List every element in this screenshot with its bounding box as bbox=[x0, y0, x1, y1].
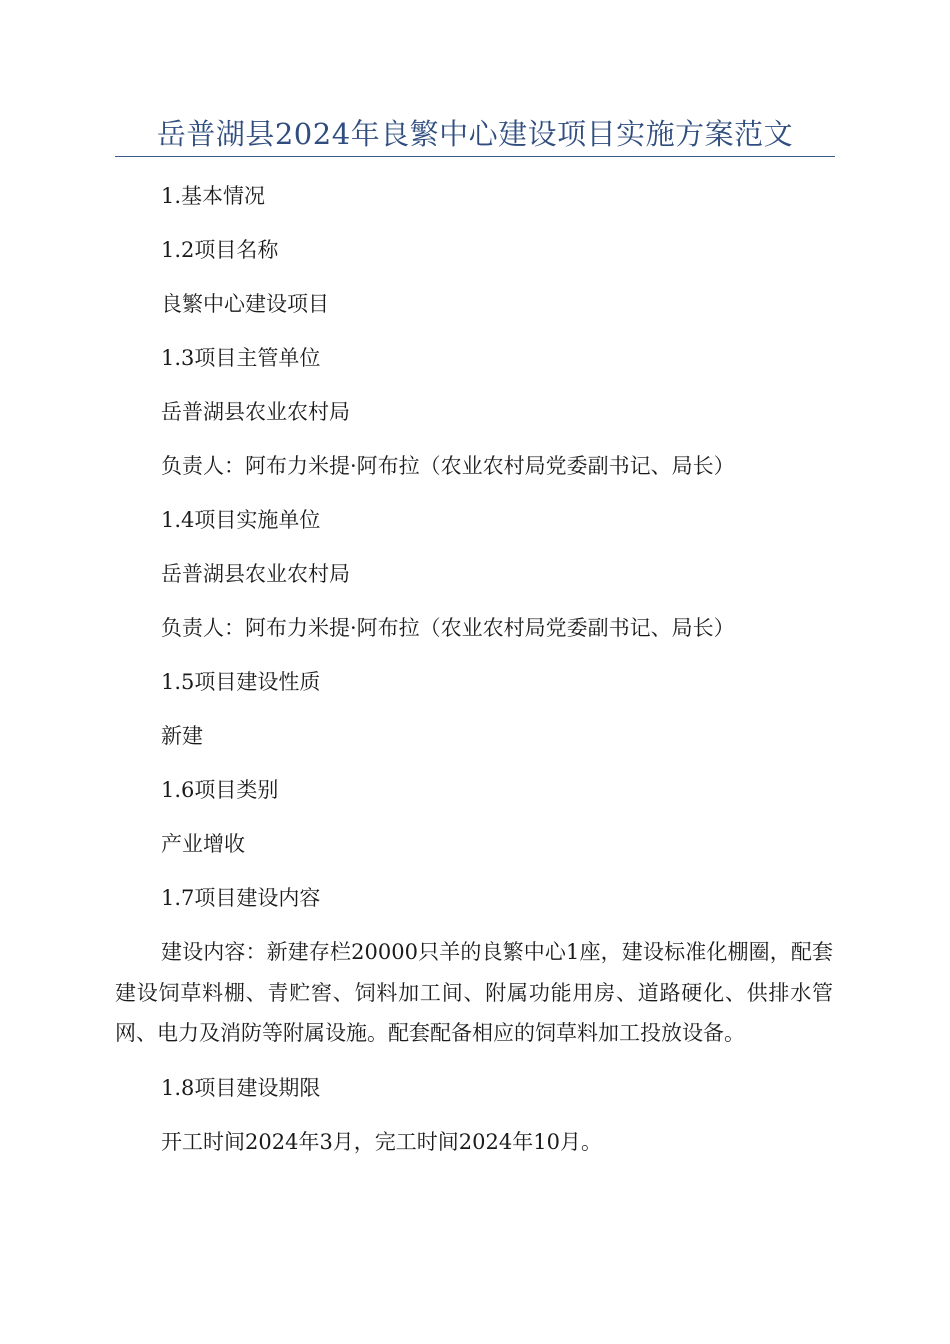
section-heading: 1.3项目主管单位 bbox=[161, 346, 321, 370]
body-line: 岳普湖县农业农村局 bbox=[161, 562, 350, 586]
section-heading: 1.7项目建设内容 bbox=[161, 886, 321, 910]
document-title: 岳普湖县2024年良繁中心建设项目实施方案范文 bbox=[156, 117, 794, 151]
section-heading: 1.6项目类别 bbox=[161, 778, 279, 802]
section-heading: 1.2项目名称 bbox=[161, 238, 279, 262]
body-line: 负责人：阿布力米提·阿布拉（农业农村局党委副书记、局长） bbox=[161, 616, 735, 640]
section-heading: 1.5项目建设性质 bbox=[161, 670, 321, 694]
section-heading: 1.基本情况 bbox=[161, 184, 266, 208]
document-body bbox=[115, 176, 835, 1162]
body-line: 良繁中心建设项目 bbox=[161, 292, 329, 316]
body-line: 负责人：阿布力米提·阿布拉（农业农村局党委副书记、局长） bbox=[161, 454, 735, 478]
body-line: 岳普湖县农业农村局 bbox=[161, 400, 350, 424]
section-heading: 1.4项目实施单位 bbox=[161, 508, 321, 532]
section-heading: 1.8项目建设期限 bbox=[161, 1075, 321, 1100]
body-line: 开工时间2024年3月，完工时间2024年10月。 bbox=[161, 1129, 602, 1154]
body-line: 新建 bbox=[161, 724, 203, 748]
title-block bbox=[115, 110, 835, 157]
body-line: 产业增收 bbox=[161, 832, 245, 856]
content-paragraph: 建设内容：新建存栏20000只羊的良繁中心1座，建设标准化棚圈，配套建设饲草料棚、青贮窖、饲料加工间、附属功能用房、道路硬化、供排水管网、电力及消防等附属设施。配套配备相应的饲草料加工投放设备。 bbox=[115, 940, 833, 1045]
